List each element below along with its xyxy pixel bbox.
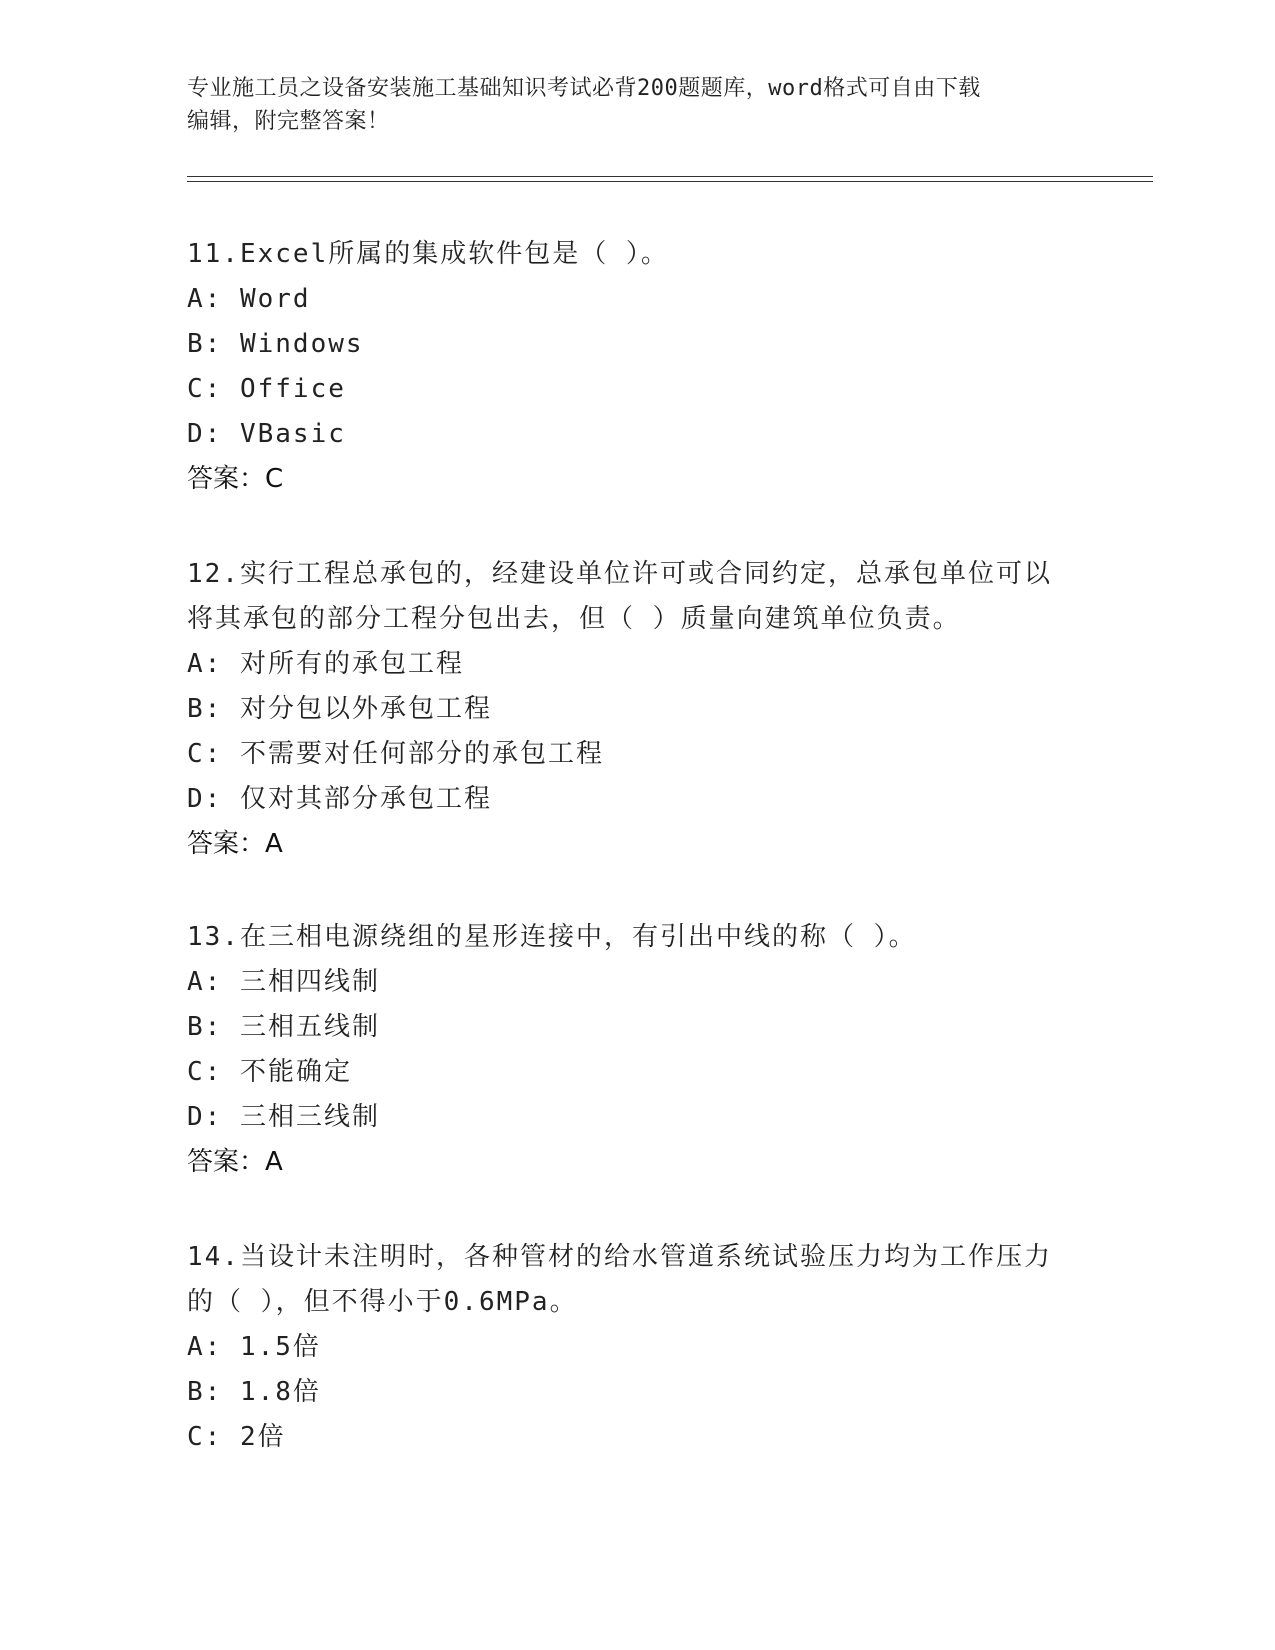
option-b: B: 三相五线制 <box>187 1012 380 1042</box>
option-d: D: VBasic <box>187 419 346 449</box>
document-header <box>187 72 1087 138</box>
header-divider-bottom <box>187 181 1153 182</box>
question-stem-line-2: 的（ ），但不得小于0.6MPa。 <box>187 1287 578 1317</box>
question-11 <box>187 232 1087 502</box>
option-a: A: 三相四线制 <box>187 967 380 997</box>
question-13 <box>187 915 1087 1185</box>
question-stem-line-2: 将其承包的部分工程分包出去，但（ ）质量向建筑单位负责。 <box>187 604 961 634</box>
question-stem-line-1: 12.实行工程总承包的，经建设单位许可或合同约定，总承包单位可以 <box>187 559 1052 589</box>
question-12 <box>187 552 1087 867</box>
option-d: D: 仅对其部分承包工程 <box>187 784 492 814</box>
option-c: C: 2倍 <box>187 1422 286 1452</box>
header-divider-top <box>187 176 1153 177</box>
option-c: C: 不需要对任何部分的承包工程 <box>187 739 604 769</box>
header-line-1: 专业施工员之设备安装施工基础知识考试必背200题题库，word格式可自由下载 <box>187 76 981 101</box>
question-stem: 11.Excel所属的集成软件包是（ ）。 <box>187 239 669 269</box>
question-stem: 13.在三相电源绕组的星形连接中，有引出中线的称（ ）。 <box>187 922 917 952</box>
question-14 <box>187 1235 1087 1460</box>
option-b: B: Windows <box>187 329 364 359</box>
answer: 答案：A <box>187 1147 283 1177</box>
question-stem-line-1: 14.当设计未注明时，各种管材的给水管道系统试验压力均为工作压力 <box>187 1242 1052 1272</box>
answer: 答案：C <box>187 464 284 494</box>
answer: 答案：A <box>187 829 283 859</box>
option-c: C: 不能确定 <box>187 1057 352 1087</box>
option-a: A: 对所有的承包工程 <box>187 649 464 679</box>
option-b: B: 对分包以外承包工程 <box>187 694 492 724</box>
option-c: C: Office <box>187 374 346 404</box>
option-a: A: 1.5倍 <box>187 1332 321 1362</box>
option-b: B: 1.8倍 <box>187 1377 321 1407</box>
option-a: A: Word <box>187 284 311 314</box>
header-line-2: 编辑，附完整答案！ <box>187 109 390 134</box>
option-d: D: 三相三线制 <box>187 1102 380 1132</box>
